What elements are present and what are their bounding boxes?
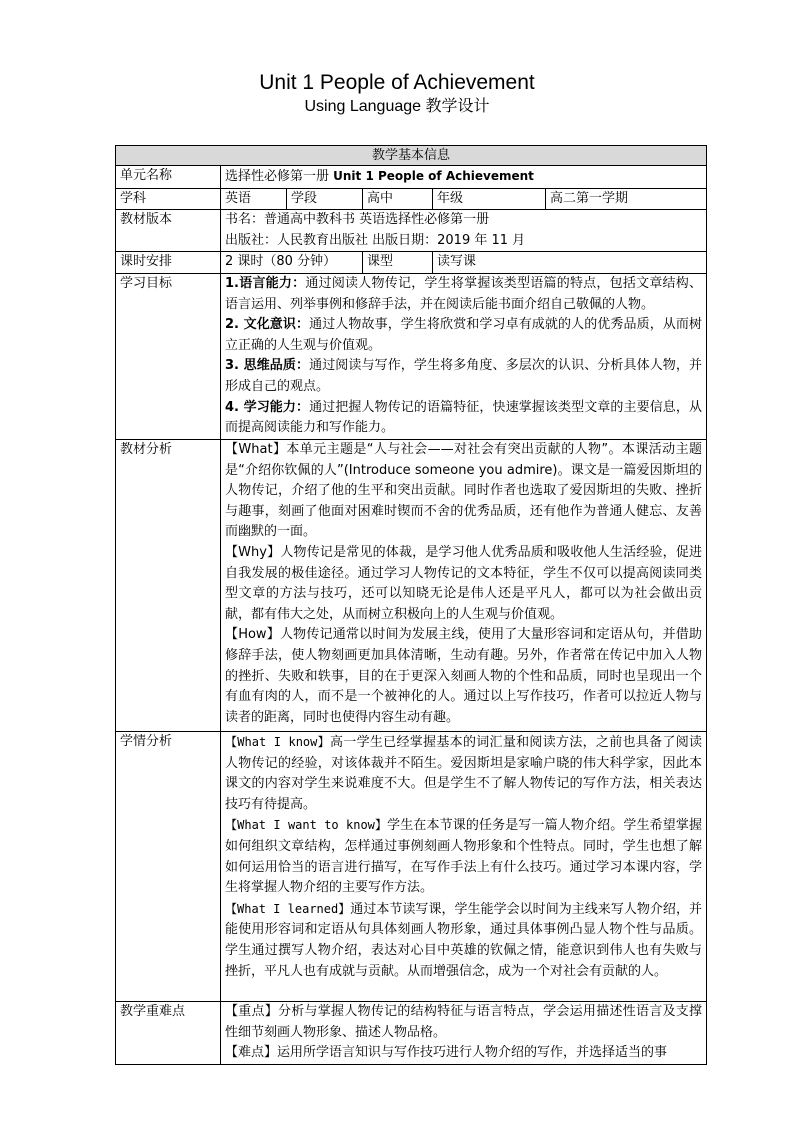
subject-label: 学科 bbox=[116, 188, 221, 210]
textbook-row bbox=[116, 210, 707, 252]
objective-item: 2. 文化意识：通过人物故事，学生将欣赏和学习卓有成就的人的优秀品质，从而树立正确的人生观与价值观。 bbox=[225, 317, 702, 353]
stage-label: 学段 bbox=[287, 188, 363, 210]
subject-value: 英语 bbox=[221, 188, 287, 210]
objective-item: 4. 学习能力：通过把握人物传记的语篇特征，快速掌握该类型文章的主要信息，从而提高阅读能力和写作能力。 bbox=[225, 399, 702, 436]
student-analysis-content bbox=[221, 731, 707, 1001]
objectives-row bbox=[116, 273, 707, 439]
student-analysis-row bbox=[116, 731, 707, 1001]
analysis-paragraph: 【How】人物传记通常以时间为发展主线，使用了大量形容词和定语从句，并借助修辞手法，使人物刻画更加具体清晰，生动有趣。另外，作者常在传记中加入人物的挫折、失败和轶事，目的在于更深入刻画人物的个性和品质，同时也呈现出一个有血有肉的人，而不是一个被神化的人。通过以上写作技巧，作者可以拉近人物与读者的距离，同时也使得内容生动有趣。 bbox=[225, 627, 703, 725]
analysis-paragraph: 【What I know】高一学生已经掌握基本的词汇量和阅读方法，之前也具备了阅读人物传记的经验，对该体裁并不陌生。爱因斯坦是家喻户晓的伟大科学家，因此本课文的内容对学生来说难度不大。但是学生不了解人物传记的写作方法，相关表达技巧有待提高。 bbox=[225, 734, 703, 812]
analysis-paragraph: 【Why】人物传记是常见的体裁，是学习他人优秀品质和吸收他人生活经验，促进自我发展的极佳途径。通过学习人物传记的文本特征，学生不仅可以提高阅读同类型文章的方法与技巧，还可以知晓无论是伟人还是平凡人，都可以为社会做出贡献，都有伟大之处，从而树立积极向上的人生观与价值观。 bbox=[225, 544, 703, 622]
material-analysis-content bbox=[221, 439, 707, 731]
analysis-paragraph: 【What I want to know】学生在本节课的任务是写一篇人物介绍。学生希望掌握如何组织文章结构，怎样通过事例刻画人物形象和个性特点。同时，学生也想了解如何运用恰当的语言进行描写，在写作手法上有什么技巧。通过学习本课内容，学生将掌握人物介绍的主要写作方法。 bbox=[225, 818, 703, 896]
key-point-item: 【重点】分析与掌握人物传记的结构特征与语言特点，学会运用描述性语言及支撑性细节刻画人物形象、描述人物品格。 bbox=[225, 1003, 702, 1040]
document-title: Unit 1 People of Achievement bbox=[259, 71, 535, 94]
textbook-line-1: 书名：普通高中教科书 英语选择性必修第一册 bbox=[225, 212, 490, 228]
unit-name-unit: Unit 1 People of Achievement bbox=[333, 169, 534, 183]
document-subtitle: Using Language 教学设计 bbox=[304, 98, 490, 115]
analysis-paragraph: 【What】本单元主题是“人与社会——对社会有突出贡献的人物”。本课活动主题是“介绍你钦佩的人”(Introduce someone you admire)。课文是一篇爱因斯坦的人物传记，介绍了他的生平和突出贡献。同时作者也选取了爱因斯坦的失败、挫折与趣事，刻画了他面对困难时锲而不舍的优秀品质，还有他作为普通人健忘、友善而幽默的一面。 bbox=[225, 441, 703, 540]
unit-name-value bbox=[221, 166, 707, 189]
key-points-label: 教学重难点 bbox=[116, 1001, 221, 1064]
objective-item: 3. 思维品质：通过阅读与写作，学生将多角度、多层次的认识、分析具体人物，并形成自己的观点。 bbox=[225, 358, 702, 394]
table-header-row bbox=[116, 146, 707, 166]
analysis-paragraph: 【What I learned】通过本节读写课，学生能学会以时间为主线来写人物介绍，并能使用形容词和定语从句具体刻画人物形象，通过具体事例凸显人物个性与品质。学生通过撰写人物介绍，表达对心目中英雄的钦佩之情，能意识到伟人也有失败与挫折，平凡人也有成就与贡献。从而增强信念，成为一个对社会有贡献的人。 bbox=[225, 901, 703, 979]
objectives-label: 学习目标 bbox=[116, 273, 221, 439]
lesson-type-label: 课型 bbox=[363, 252, 433, 274]
key-points-row bbox=[116, 1001, 707, 1064]
grade-label: 年级 bbox=[433, 188, 546, 210]
textbook-line-2: 出版社：人民教育出版社 出版日期：2019 年 11 月 bbox=[225, 232, 526, 248]
schedule-label: 课时安排 bbox=[116, 252, 221, 274]
key-point-item: 【难点】运用所学语言知识与写作技巧进行人物介绍的写作，并选择适当的事 bbox=[225, 1045, 668, 1061]
lesson-type-value: 读写课 bbox=[433, 252, 707, 274]
textbook-value bbox=[221, 210, 707, 252]
unit-name-label: 单元名称 bbox=[116, 166, 221, 189]
material-analysis-label: 教材分析 bbox=[116, 439, 221, 731]
grade-value: 高二第一学期 bbox=[546, 188, 707, 210]
key-points-content bbox=[221, 1001, 707, 1064]
student-analysis-label: 学情分析 bbox=[116, 731, 221, 1001]
material-analysis-row bbox=[116, 439, 707, 731]
schedule-hours: 2 课时（80 分钟） bbox=[221, 252, 363, 274]
textbook-label: 教材版本 bbox=[116, 210, 221, 252]
lesson-info-table bbox=[115, 145, 707, 1065]
section-title: 教学基本信息 bbox=[116, 146, 707, 166]
objective-item: 1.语言能力：通过阅读人物传记，学生将掌握该类型语篇的特点，包括文章结构、语言运用、列举事例和修辞手法，并在阅读后能书面介绍自己敬佩的人物。 bbox=[225, 275, 703, 312]
unit-name-row bbox=[116, 166, 707, 189]
objectives-content bbox=[221, 273, 707, 439]
stage-value: 高中 bbox=[363, 188, 433, 210]
subject-row bbox=[116, 188, 707, 210]
unit-name-book: 选择性必修第一册 bbox=[225, 169, 334, 184]
schedule-row bbox=[116, 252, 707, 274]
